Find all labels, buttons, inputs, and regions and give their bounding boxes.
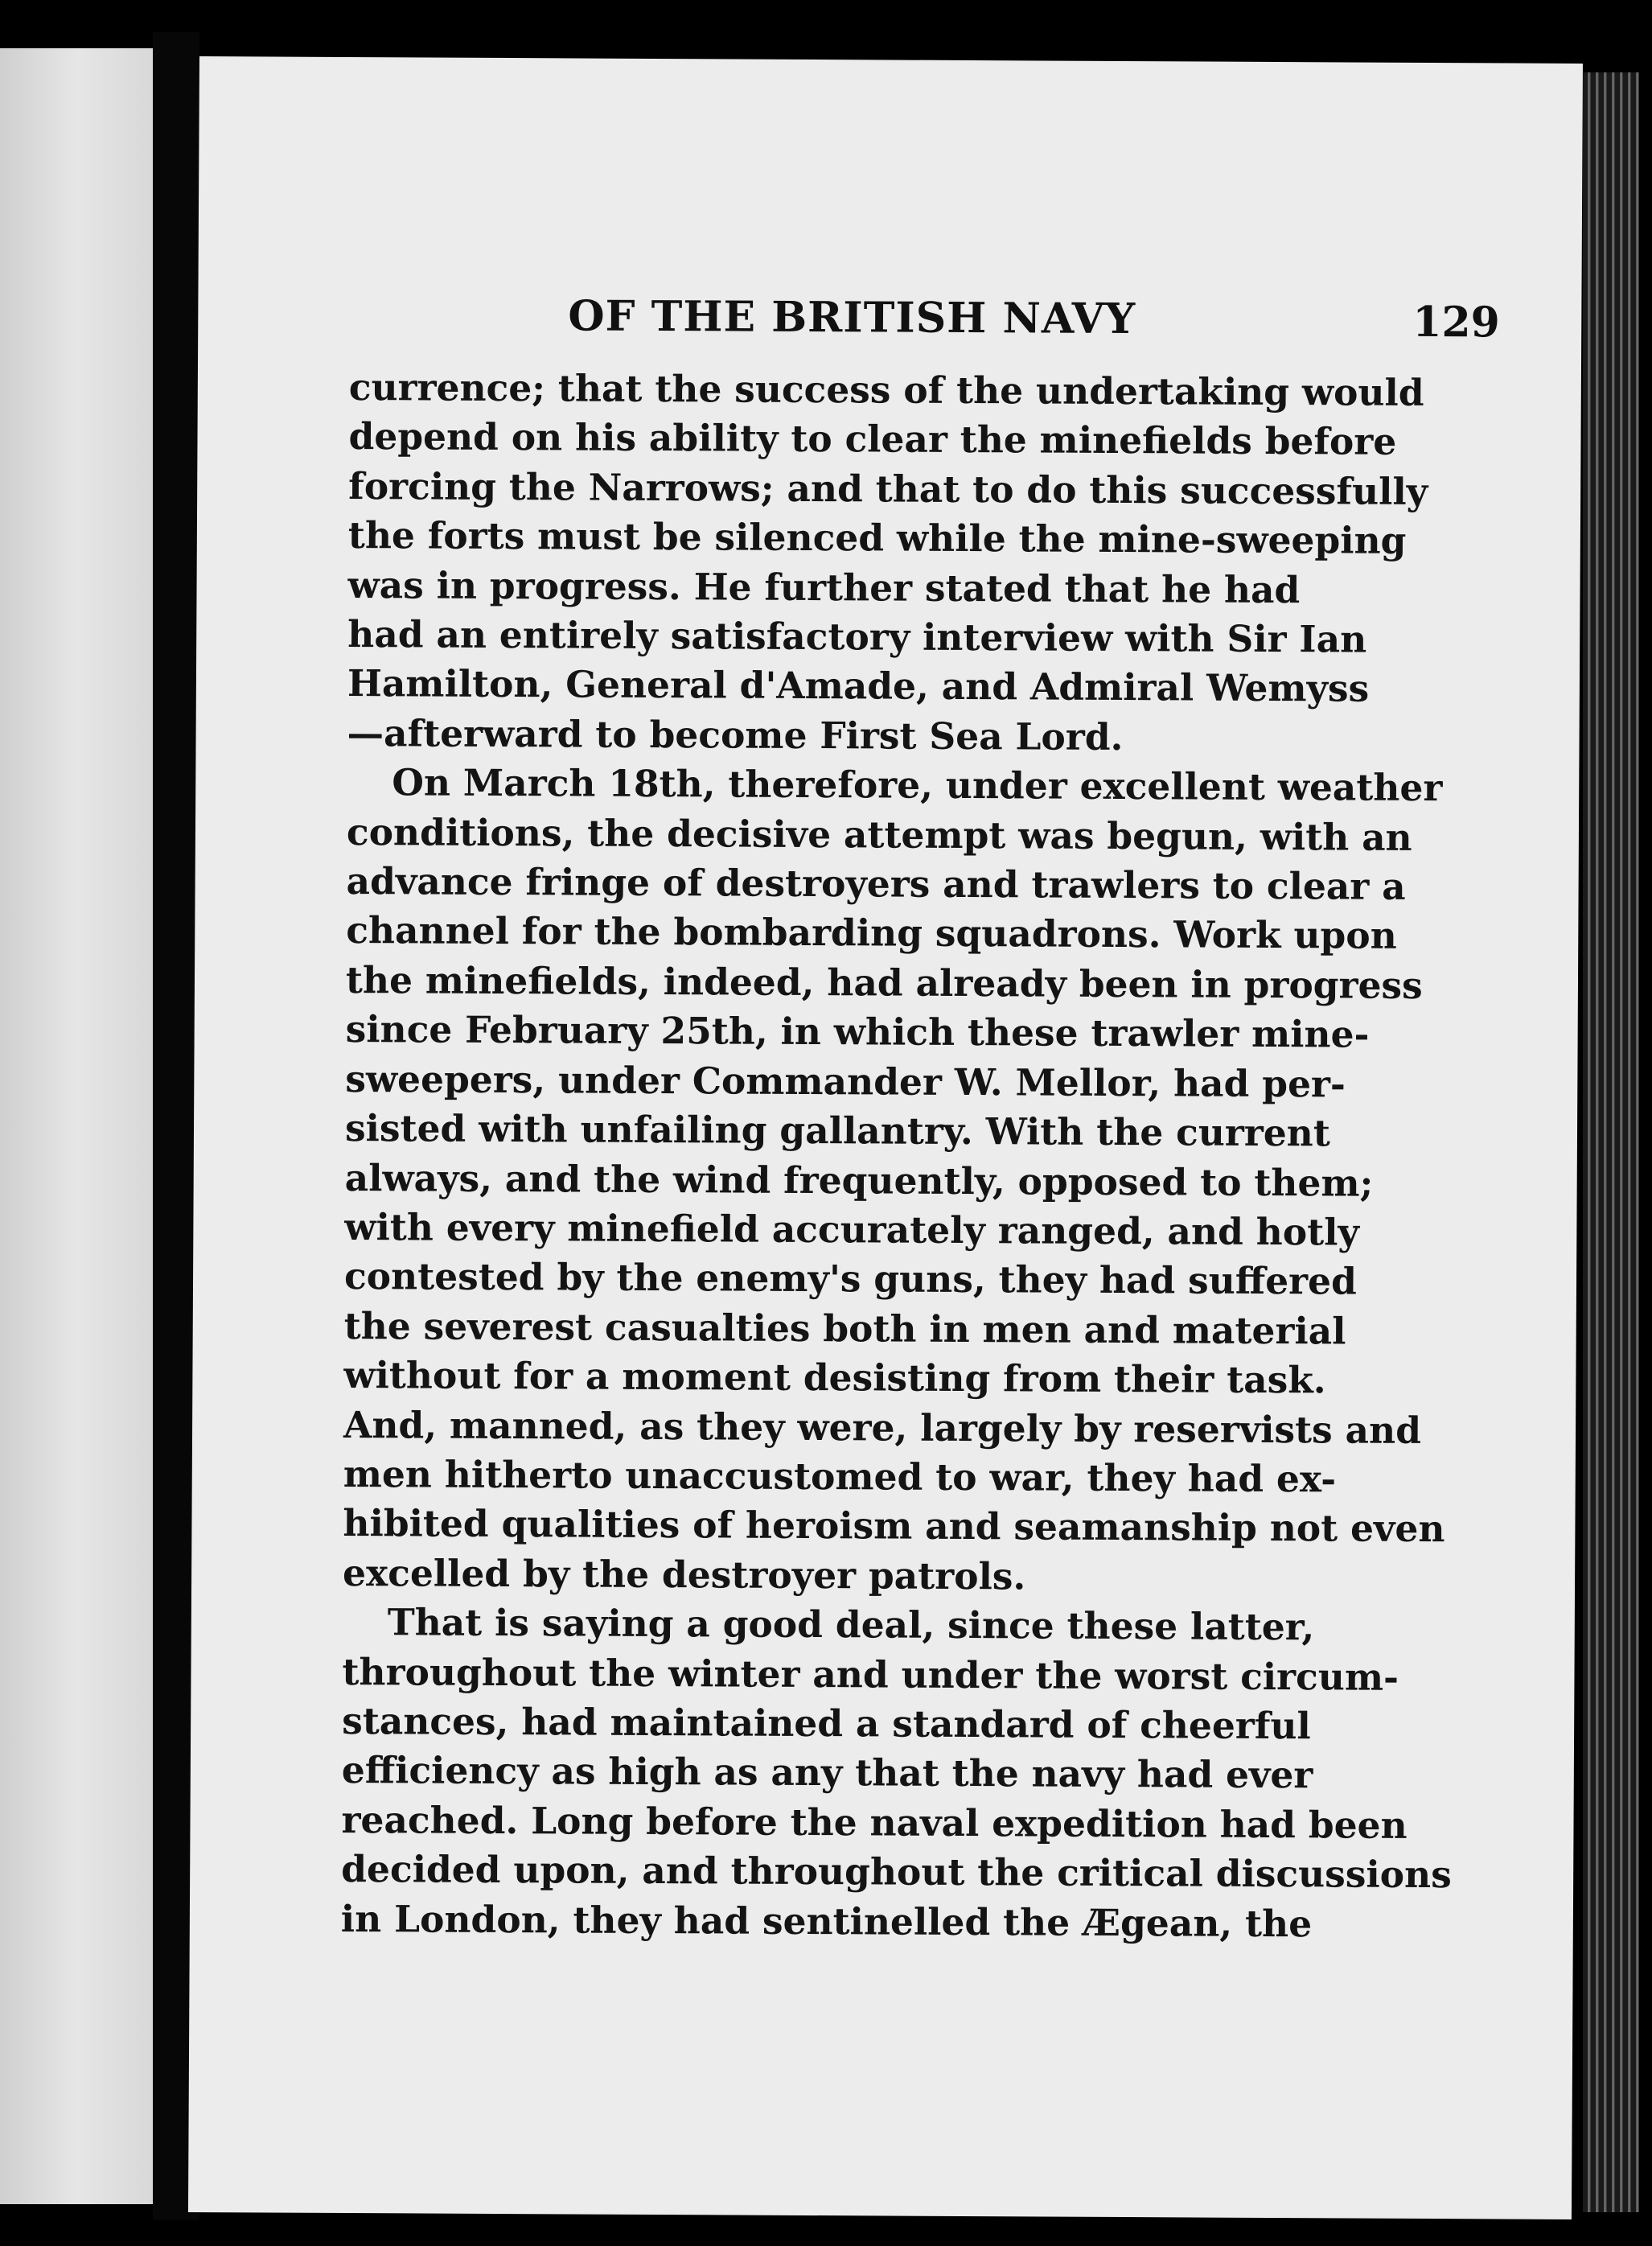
text-line: in London, they had sentinelled the Ægean, the <box>340 1896 1313 1945</box>
text-line: conditions, the decisive attempt was begun, with an <box>346 809 1412 859</box>
text-line: Hamilton, General d'Amade, and Admiral Wemyss <box>347 661 1370 711</box>
text-line: depend on his ability to clear the minefields before <box>348 414 1397 464</box>
text-line: And, manned, as they were, largely by reservists and <box>343 1402 1422 1452</box>
facing-page-edge <box>0 48 153 2204</box>
running-head: OF THE BRITISH NAVY <box>568 291 1136 344</box>
text-line: currence; that the success of the undertaking would <box>348 364 1424 414</box>
text-line: men hitherto unaccustomed to war, they had ex- <box>343 1451 1337 1501</box>
text-line: sweepers, under Commander W. Mellor, had per- <box>345 1056 1346 1106</box>
page-number: 129 <box>1412 297 1500 348</box>
text-line: advance fringe of destroyers and trawlers to clear a <box>346 859 1406 908</box>
text-line: reached. Long before the naval expedition had been <box>341 1797 1407 1847</box>
text-line: That is saying a good deal, since these latter, <box>387 1600 1315 1649</box>
text-line: the minefields, indeed, had already been in progress <box>345 957 1423 1007</box>
text-line: sisted with unfailing gallantry. With the current <box>344 1106 1330 1155</box>
text-line: forcing the Narrows; and that to do this successfully <box>348 463 1428 513</box>
text-line: without for a moment desisting from their task. <box>343 1353 1326 1402</box>
text-line: excelled by the destroyer patrols. <box>342 1550 1026 1598</box>
text-line: efficiency as high as any that the navy had ever <box>341 1748 1313 1797</box>
text-line: throughout the winter and under the worst circum- <box>342 1649 1399 1699</box>
text-line: contested by the enemy's guns, they had suffered <box>343 1254 1357 1303</box>
page-stack-edge <box>1583 72 1639 2212</box>
text-line: was in progress. He further stated that he had <box>347 562 1301 611</box>
text-line: the severest casualties both in men and material <box>343 1303 1346 1353</box>
text-line: On March 18th, therefore, under excellent weather <box>392 760 1443 810</box>
text-line: channel for the bombarding squadrons. Work upon <box>346 908 1397 958</box>
text-line: stances, had maintained a standard of cheerful <box>342 1698 1311 1748</box>
book-page <box>188 56 1583 2219</box>
text-line: always, and the wind frequently, opposed to them; <box>344 1155 1374 1205</box>
text-line: since February 25th, in which these trawler mine- <box>345 1007 1370 1056</box>
body-text <box>340 363 1452 1948</box>
text-line: the forts must be silenced while the mine-sweeping <box>347 513 1407 563</box>
text-line: had an entirely satisfactory interview with Sir Ian <box>347 612 1367 661</box>
text-line: hibited qualities of heroism and seamanship not even <box>343 1501 1445 1551</box>
text-line: —afterward to become First Sea Lord. <box>347 710 1124 759</box>
text-line: decided upon, and throughout the critical discussions <box>341 1847 1452 1897</box>
text-line: with every minefield accurately ranged, and hotly <box>344 1204 1360 1254</box>
